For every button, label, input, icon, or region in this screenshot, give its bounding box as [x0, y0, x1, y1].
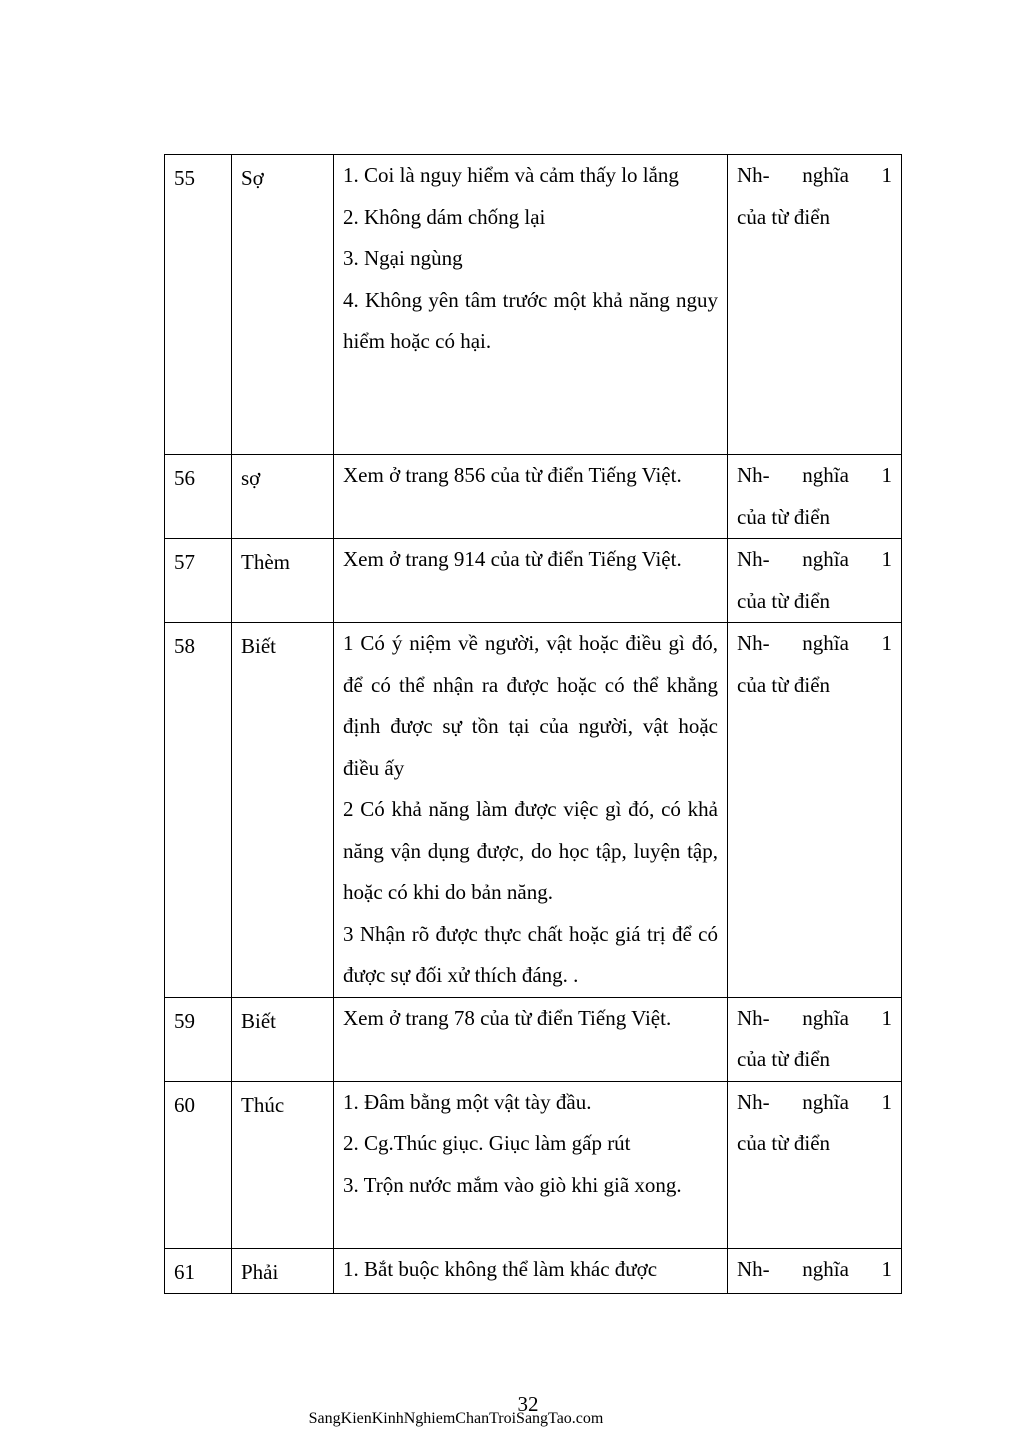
footer-website: SangKienKinhNghiemChanTroiSangTao.com [308, 1410, 604, 1427]
source-label: 1 [881, 1005, 892, 1030]
source-cell [728, 455, 902, 539]
source-label: nghĩa [802, 1256, 849, 1281]
source-label: của từ điển [737, 672, 831, 697]
row-number: 56 [165, 455, 232, 539]
definition-cell [334, 623, 728, 998]
source-label: Nh- [737, 547, 770, 571]
source-cell [728, 539, 902, 623]
vocabulary-table [164, 154, 902, 1294]
definition-line: Xem ở trang 78 của từ điển Tiếng Việt. [343, 1005, 672, 1030]
definition-cell [334, 1248, 728, 1294]
source-label: Nh- [737, 631, 770, 655]
page-number: 32 [517, 1392, 539, 1416]
definition-line: 2 Có khả năng làm được việc gì đó, có khả năng vận dụng được, do học tập, luyện tập, hoặc có khi do bản năng. [343, 797, 718, 904]
definition-line: 3. Trộn nước mắm vào giò khi giã xong. [343, 1172, 682, 1197]
table-row [165, 1081, 902, 1248]
source-label: 1 [881, 547, 892, 571]
table-row [165, 1248, 902, 1294]
source-label: của từ điển [737, 1047, 831, 1071]
definition-line: 1. Coi là nguy hiểm và cảm thấy lo lắng [343, 163, 679, 187]
table-row [165, 155, 902, 455]
definition-line: 2. Không dám chống lại [343, 204, 546, 229]
definition-cell [334, 455, 728, 539]
source-label: của từ điển [737, 504, 831, 529]
source-label: của từ điển [737, 1131, 831, 1155]
source-label: nghĩa [802, 1005, 849, 1030]
source-cell [728, 1248, 902, 1294]
definition-line: Xem ở trang 914 của từ điển Tiếng Việt. [343, 547, 682, 571]
source-label: 1 [881, 1256, 892, 1281]
word-cell: Thúc [232, 1081, 334, 1248]
source-label: 1 [881, 163, 892, 187]
source-cell [728, 997, 902, 1081]
source-label: nghĩa [802, 163, 849, 187]
source-cell [728, 155, 902, 455]
word-cell: Sợ [232, 155, 334, 455]
word-cell: Phải [232, 1248, 334, 1294]
source-label: Nh- [737, 463, 770, 487]
row-number: 58 [165, 623, 232, 998]
word-cell: Biết [232, 623, 334, 998]
source-label: nghĩa [802, 547, 849, 571]
row-number: 59 [165, 997, 232, 1081]
definition-line: 3 Nhận rõ được thực chất hoặc giá trị để có được sự đối xử thích đáng. . [343, 921, 718, 987]
source-cell [728, 623, 902, 998]
definition-line: 2. Cg.Thúc giục. Giục làm gấp rút [343, 1131, 631, 1155]
definition-line: 3. Ngại ngùng [343, 246, 463, 270]
source-label: nghĩa [802, 1089, 849, 1114]
row-number: 60 [165, 1081, 232, 1248]
definition-cell [334, 997, 728, 1081]
source-label: nghĩa [802, 463, 849, 487]
definition-line: 1. Đâm bằng một vật tày đầu. [343, 1089, 592, 1114]
definition-line: Xem ở trang 856 của từ điển Tiếng Việt. [343, 463, 682, 487]
table-row [165, 539, 902, 623]
row-number: 61 [165, 1248, 232, 1294]
row-number: 55 [165, 155, 232, 455]
source-label: của từ điển [737, 204, 831, 229]
definition-cell [334, 155, 728, 455]
source-label: 1 [881, 463, 892, 487]
source-cell [728, 1081, 902, 1248]
definition-cell [334, 539, 728, 623]
definition-line: 4. Không yên tâm trước một khả năng nguy hiểm hoặc có hại. [343, 287, 718, 353]
row-number: 57 [165, 539, 232, 623]
definition-line: 1 Có ý niệm về người, vật hoặc điều gì đó, để có thể nhận ra được hoặc có thể khẳng định được sự tồn tại của người, vật hoặc điều ấy [343, 631, 718, 780]
table-row [165, 455, 902, 539]
source-label: Nh- [737, 163, 770, 187]
source-label: nghĩa [802, 631, 849, 655]
definition-line: 1. Bắt buộc không thể làm khác được [343, 1256, 658, 1281]
source-label: Nh- [737, 1256, 770, 1281]
definition-cell [334, 1081, 728, 1248]
word-cell: sợ [232, 455, 334, 539]
table-row [165, 623, 902, 998]
source-label: 1 [881, 631, 892, 655]
word-cell: Thèm [232, 539, 334, 623]
source-label: 1 [881, 1089, 892, 1114]
source-label: của từ điển [737, 588, 831, 613]
table-row [165, 997, 902, 1081]
source-label: Nh- [737, 1005, 770, 1030]
word-cell: Biết [232, 997, 334, 1081]
source-label: Nh- [737, 1089, 770, 1114]
